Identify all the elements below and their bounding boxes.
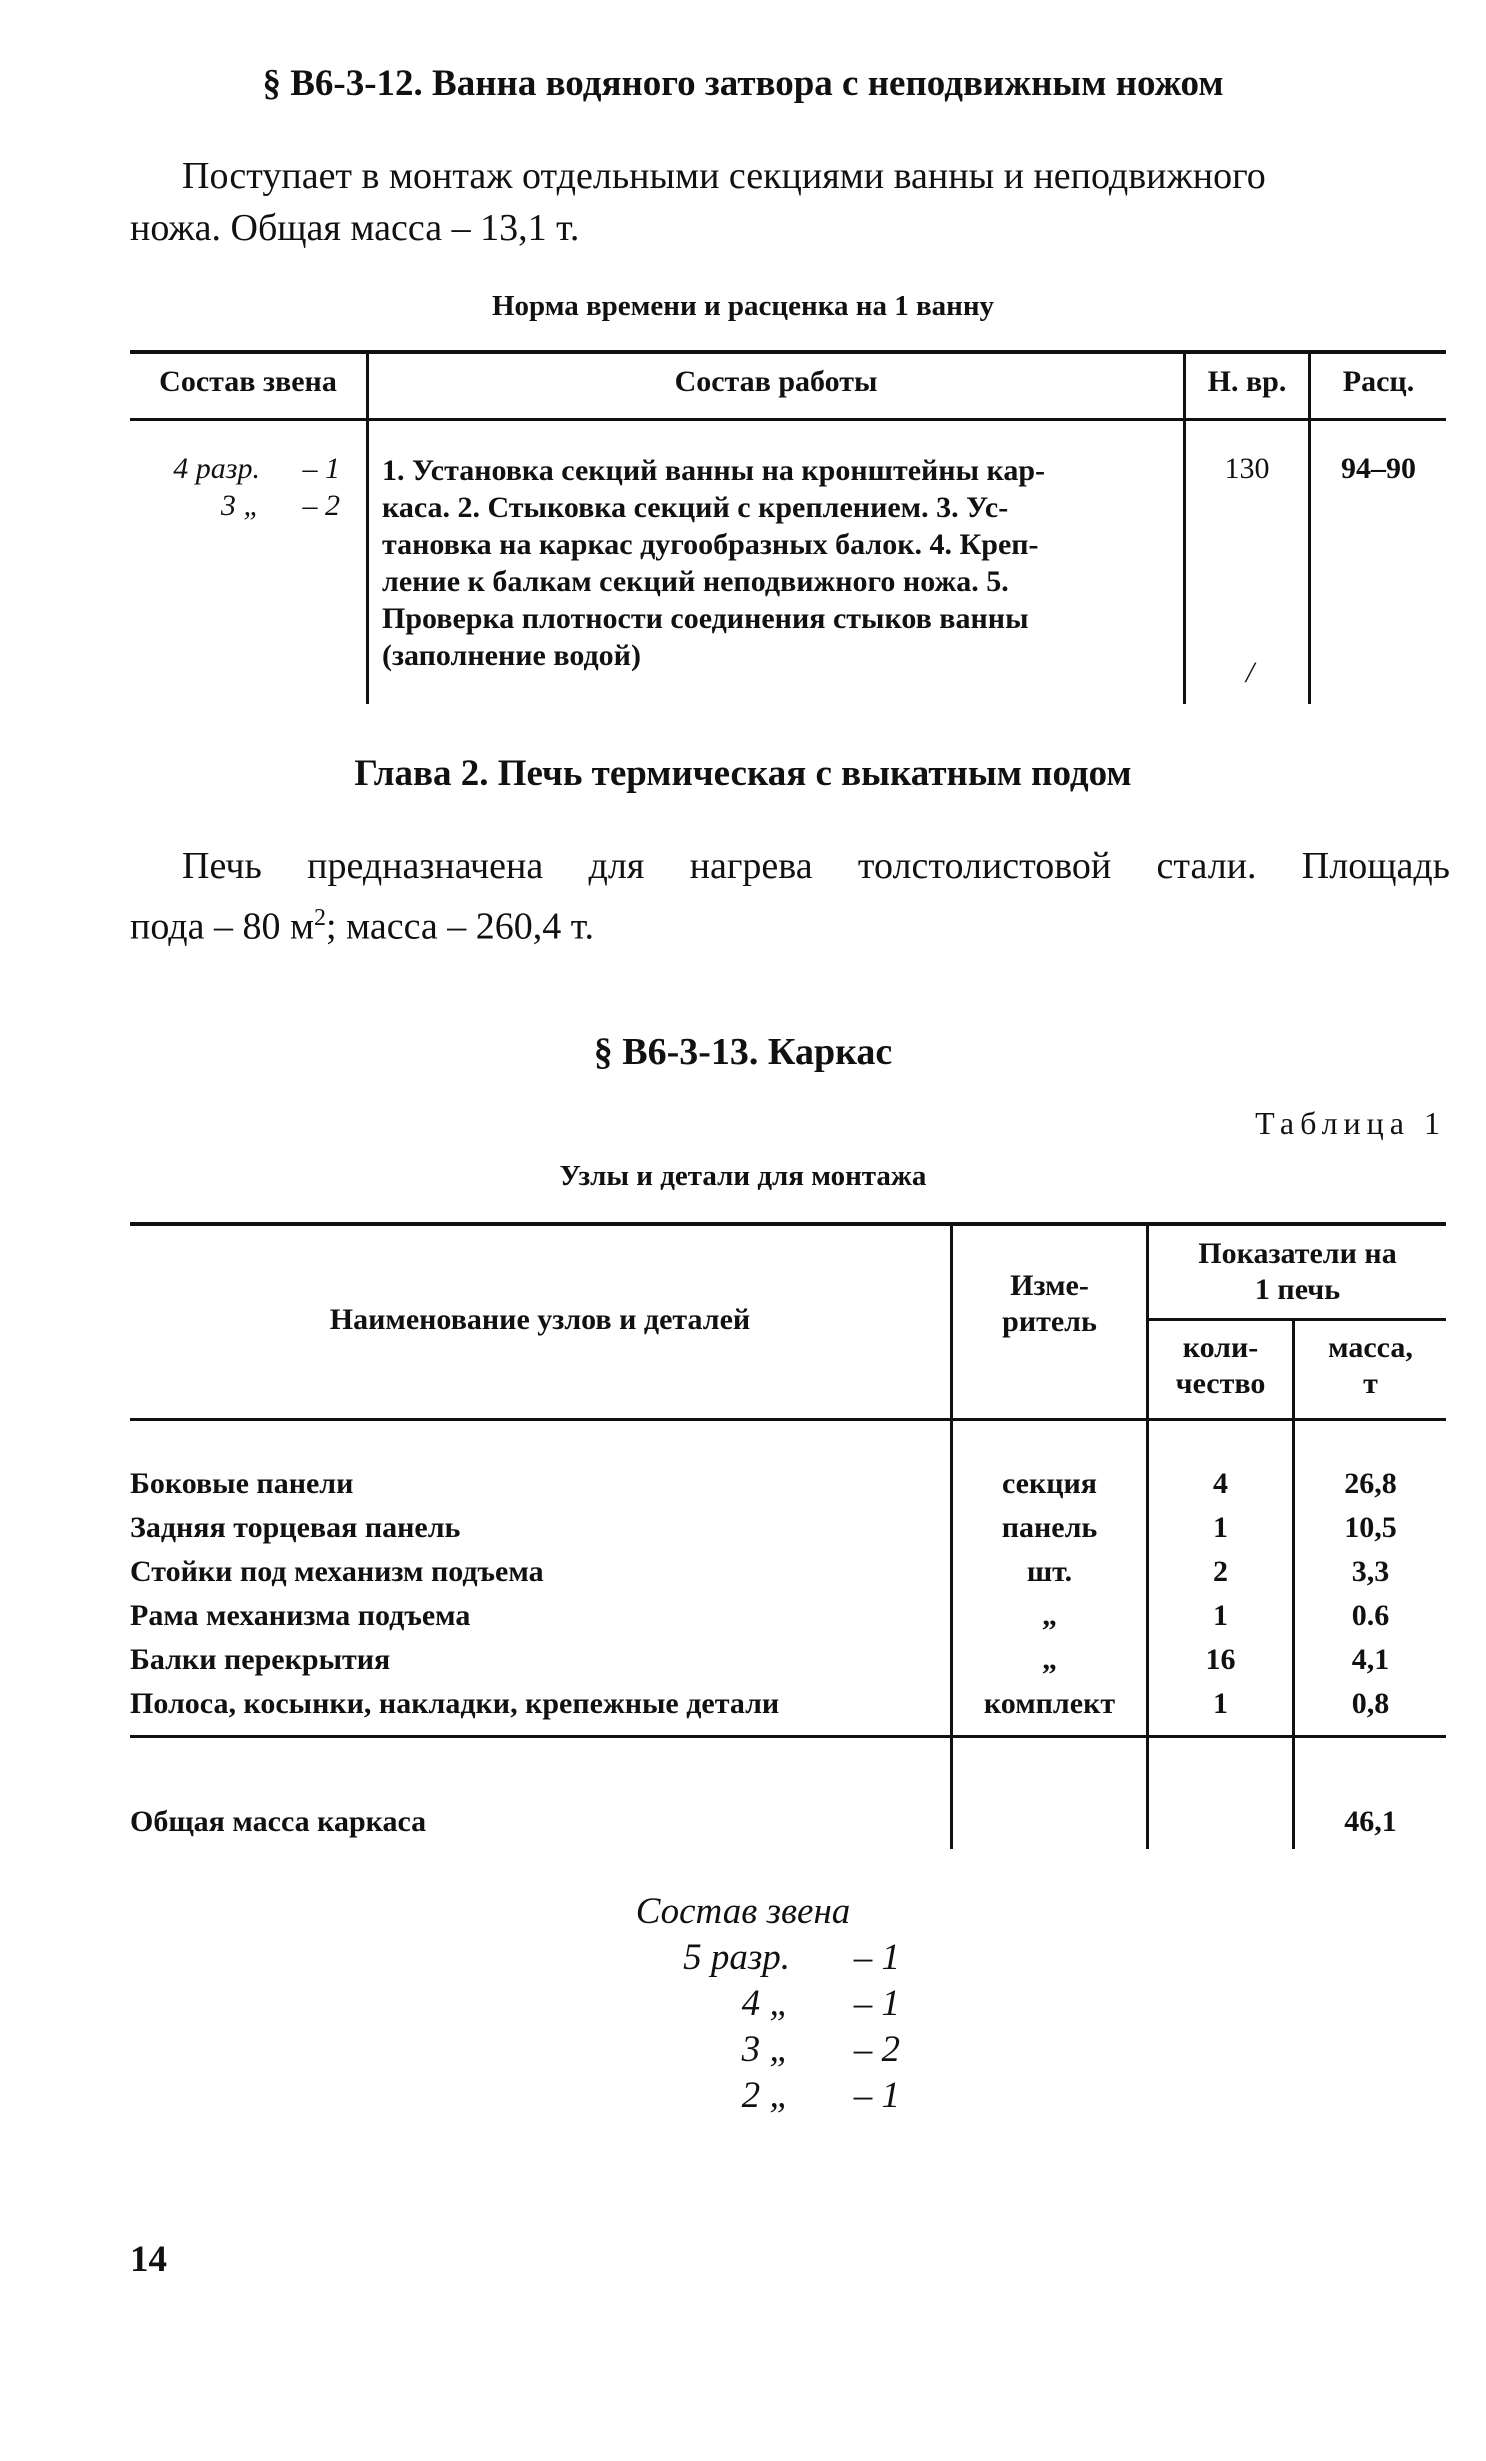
header-indicators-group: Показатели на 1 печь xyxy=(1198,1237,1397,1306)
table-row-name: Рама механизма подъема xyxy=(130,1599,471,1632)
work-line: Проверка плотности соединения стыков ванны xyxy=(382,602,1029,635)
table-row-mass: 0.6 xyxy=(1351,1599,1390,1632)
header-crew: Состав звена xyxy=(159,365,337,398)
table-row-quantity: 16 xyxy=(1205,1643,1236,1676)
header-norm-time: Н. вр. xyxy=(1207,365,1287,398)
table-row-mass: 0,8 xyxy=(1351,1687,1390,1720)
table-row-quantity: 1 xyxy=(1213,1511,1228,1544)
header-part-name: Наименование узлов и деталей xyxy=(329,1303,751,1336)
crew-composition-2 xyxy=(0,1890,1486,2120)
section-intro xyxy=(130,150,1450,254)
rate-value: 94–90 xyxy=(1341,452,1416,485)
section-title-b6-3-13: § В6-3-13. Каркас xyxy=(593,1031,893,1073)
table-row-unit: „ xyxy=(1042,1643,1057,1676)
intro-line-2: ножа. Общая масса – 13,1 т. xyxy=(130,207,580,249)
chapter-line-1: Печь предназначена для нагрева толстолистовой стали. Площадь xyxy=(182,845,1450,887)
table-row-name: Задняя торцевая панель xyxy=(130,1511,461,1544)
parts-table-group-rule xyxy=(1148,1318,1446,1321)
parts-table-total-rule xyxy=(130,1735,1446,1738)
crew-row: 4 „ – 1 xyxy=(741,1983,900,2024)
table-row-name: Балки перекрытия xyxy=(130,1643,391,1676)
work-line: ление к балкам секций неподвижного ножа. 5. xyxy=(382,565,1009,598)
table-row-name: Боковые панели xyxy=(130,1467,354,1500)
parts-unit-column xyxy=(953,1462,1146,1726)
crew-heading: Состав звена xyxy=(635,1891,851,1932)
crew-row: 5 разр. – 1 xyxy=(683,1937,900,1978)
table-row-quantity: 1 xyxy=(1213,1687,1228,1720)
parts-table-top-rule xyxy=(130,1222,1446,1226)
table-row-mass: 3,3 xyxy=(1351,1555,1390,1588)
norm-table-divider-3 xyxy=(1308,352,1311,704)
table-row-quantity: 2 xyxy=(1213,1555,1228,1588)
table-row-mass: 26,8 xyxy=(1344,1467,1397,1500)
work-line: (заполнение водой) xyxy=(382,639,641,672)
header-rate: Расц. xyxy=(1342,365,1415,398)
parts-table-caption: Узлы и детали для монтажа xyxy=(559,1160,927,1192)
table-row-unit: комплект xyxy=(983,1687,1116,1720)
table-row-unit: „ xyxy=(1042,1599,1057,1632)
norm-table-divider-1 xyxy=(366,352,369,704)
table-row-unit: секция xyxy=(1001,1467,1098,1500)
crew-composition xyxy=(140,450,350,524)
work-line: 1. Установка секций ванны на кронштейны кар- xyxy=(382,454,1046,487)
table-number-label: Таблица 1 xyxy=(1255,1105,1446,1141)
table-row-name: Стойки под механизм подъема xyxy=(130,1555,544,1588)
norm-table-divider-2 xyxy=(1183,352,1186,704)
work-description xyxy=(382,452,1172,674)
table-row-name: Полоса, косынки, накладки, крепежные детали xyxy=(130,1687,780,1720)
header-quantity: коли- чество xyxy=(1175,1331,1266,1400)
header-work: Состав работы xyxy=(674,365,878,398)
crew-row: 3 „ – 2 xyxy=(220,489,340,522)
table-row-quantity: 1 xyxy=(1213,1599,1228,1632)
total-mass-label: Общая масса каркаса xyxy=(130,1805,427,1838)
intro-line-1: Поступает в монтаж отдельными секциями ванны и неподвижного xyxy=(182,155,1266,197)
crew-row: 4 разр. – 1 xyxy=(173,452,340,485)
chapter-title: Глава 2. Печь термическая с выкатным подом xyxy=(354,753,1132,794)
header-unit: Изме- ритель xyxy=(1002,1269,1097,1338)
table-row-mass: 4,1 xyxy=(1351,1643,1390,1676)
page-number: 14 xyxy=(130,2239,167,2280)
chapter-text xyxy=(130,840,1450,953)
table-row-unit: шт. xyxy=(1026,1555,1073,1588)
crew-row: 2 „ – 1 xyxy=(741,2075,900,2116)
margin-mark: / xyxy=(1245,656,1255,689)
norm-table-caption: Норма времени и расценка на 1 ванну xyxy=(491,290,995,322)
table-row-unit: панель xyxy=(1001,1511,1098,1544)
table-row-mass: 10,5 xyxy=(1344,1511,1397,1544)
parts-mass-column xyxy=(1295,1462,1446,1726)
crew-row: 3 „ – 2 xyxy=(741,2029,900,2070)
norm-table-header-rule xyxy=(130,418,1446,421)
work-line: тановка на каркас дугообразных балок. 4. Креп- xyxy=(382,528,1039,561)
parts-table-header-rule xyxy=(130,1418,1446,1421)
section-title-b6-3-12: § В6-3-12. Ванна водяного затвора с неподвижным ножом xyxy=(262,63,1224,104)
header-mass: масса, т xyxy=(1328,1331,1413,1400)
table-row-quantity: 4 xyxy=(1213,1467,1228,1500)
norm-table-top-rule xyxy=(130,350,1446,354)
parts-name-column xyxy=(130,1462,945,1726)
norm-time-value: 130 xyxy=(1224,452,1270,485)
total-mass-value: 46,1 xyxy=(1344,1805,1397,1838)
chapter-line-2: пода – 80 $м^2$; масса – 260,4 т. xyxy=(130,905,595,948)
work-line: каса. 2. Стыковка секций с креплением. 3. Ус- xyxy=(382,491,1009,524)
parts-quantity-column xyxy=(1149,1462,1292,1726)
